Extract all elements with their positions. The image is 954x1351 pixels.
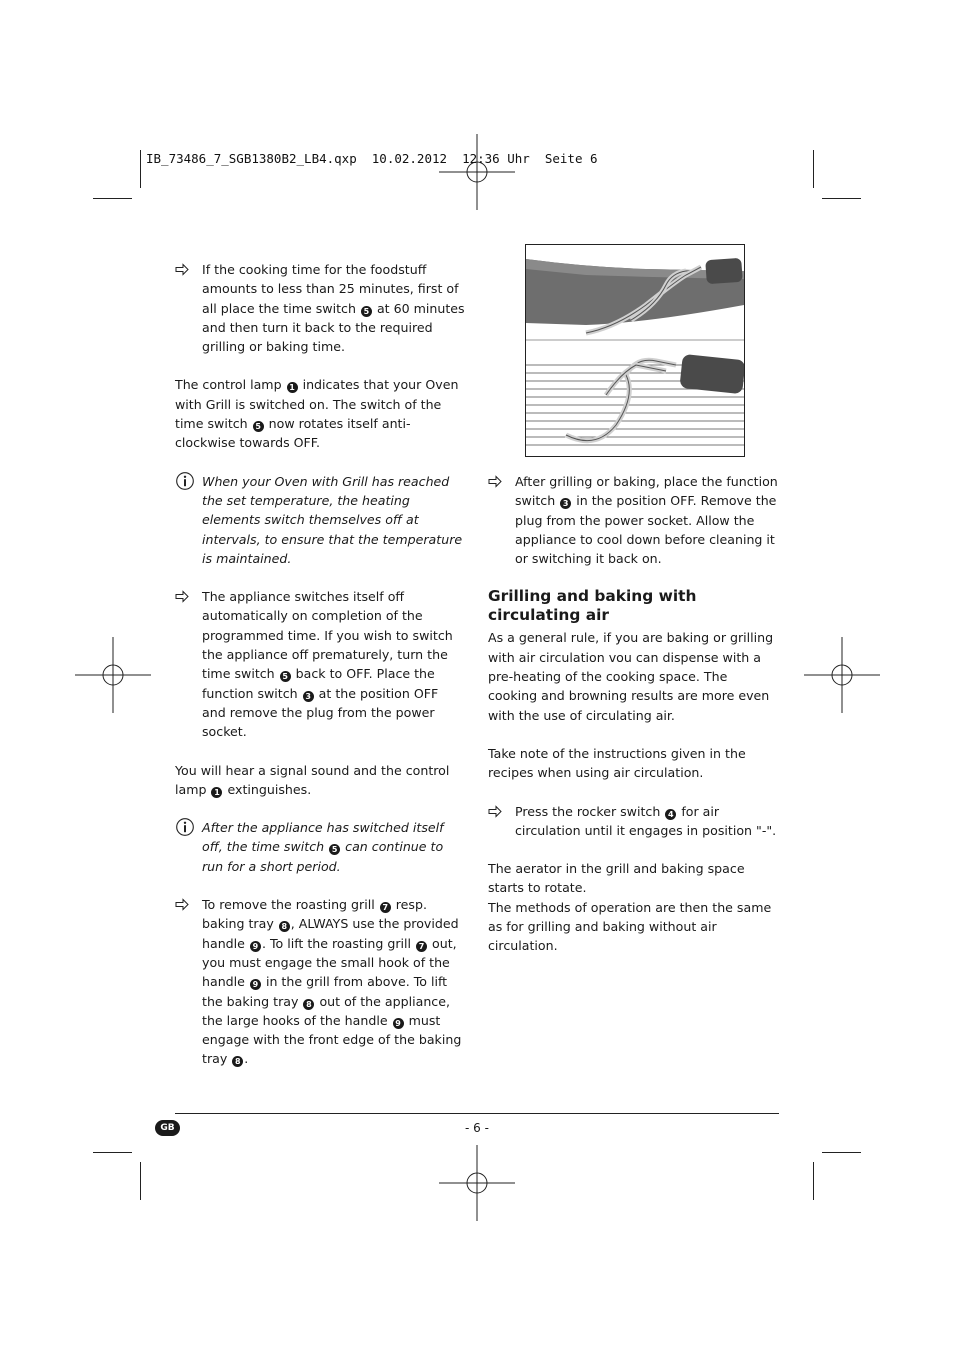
reference-number: 9 xyxy=(250,941,261,952)
instruction-item: Press the rocker switch 4 for air circulation until it engages in position "-". xyxy=(488,802,780,841)
page-number: - 6 - xyxy=(465,1121,489,1135)
paragraph: You will hear a signal sound and the control lamp 1 extinguishes. xyxy=(175,762,450,797)
footer-rule xyxy=(175,1113,779,1114)
registration-mark xyxy=(804,637,880,713)
section-heading: Grilling and baking with circulating air xyxy=(488,587,697,625)
reference-number: 4 xyxy=(665,809,676,820)
info-icon xyxy=(175,471,195,491)
arrow-right-icon xyxy=(175,260,191,279)
info-icon xyxy=(175,817,195,837)
left-column xyxy=(175,260,465,1069)
arrow-right-icon xyxy=(488,802,504,821)
crop-mark xyxy=(813,1162,814,1200)
reference-number: 1 xyxy=(287,382,298,393)
reference-number: 8 xyxy=(303,999,314,1010)
handle-illustration xyxy=(525,244,745,457)
language-badge: GB xyxy=(155,1120,180,1136)
reference-number: 8 xyxy=(279,921,290,932)
instruction-item: After grilling or baking, place the function switch 3 in the position OFF. Remove the plug from the power socket. Allow the appliance to cool down before cleaning it or switching it back on. xyxy=(488,472,780,568)
paragraph: The control lamp 1 indicates that your Oven with Grill is switched on. The switch of the time switch 5 now rotates itself anti-clockwise towards OFF. xyxy=(175,377,459,451)
reference-number: 8 xyxy=(232,1056,243,1067)
reference-number: 5 xyxy=(329,844,340,855)
arrow-right-icon xyxy=(488,472,504,491)
paragraph: The methods of operation are then the same as for grilling and baking without air circulation. xyxy=(488,899,772,954)
registration-mark xyxy=(439,134,515,210)
right-column xyxy=(488,472,780,956)
instruction-item: To remove the roasting grill 7 resp. baking tray 8 , ALWAYS use the provided handle 9 . To lift the roasting grill 7 out, you must engage the small hook of the handle 9 in the grill from above. To lift the baking tray 8 out of the appliance, the large hooks of the handle 9 must engage with the front edge of the baking tray 8 . xyxy=(175,895,465,1069)
reference-number: 1 xyxy=(211,787,222,798)
crop-mark xyxy=(813,150,814,188)
reference-number: 9 xyxy=(250,979,261,990)
paragraph: Take note of the instructions given in the recipes when using air circulation. xyxy=(488,745,746,781)
arrow-right-icon xyxy=(175,587,191,606)
crop-mark xyxy=(140,150,141,188)
crop-mark xyxy=(140,1162,141,1200)
crop-mark xyxy=(822,1152,861,1153)
reference-number: 5 xyxy=(253,421,264,432)
reference-number: 7 xyxy=(380,902,391,913)
crop-mark xyxy=(93,1152,132,1153)
grill-handle-drawing xyxy=(526,245,744,456)
instruction-item: The appliance switches itself off automatically on completion of the programmed time. If you wish to switch the appliance off prematurely, turn the time switch 5 back to OFF. Place the function switch 3 at the position OFF and remove the plug from the power socket. xyxy=(175,587,465,741)
print-slug: IB_73486_7_SGB1380B2_LB4.qxp 10.02.2012 12:36 Uhr Seite 6 xyxy=(146,151,598,166)
reference-number: 3 xyxy=(560,498,571,509)
paragraph: The aerator in the grill and baking space starts to rotate. xyxy=(488,861,745,896)
reference-number: 5 xyxy=(361,306,372,317)
note-item: After the appliance has switched itself off, the time switch 5 can continue to run for a short period. xyxy=(175,818,465,876)
reference-number: 9 xyxy=(393,1018,404,1029)
reference-number: 7 xyxy=(416,941,427,952)
crop-mark xyxy=(93,198,132,199)
note-item: When your Oven with Grill has reached the set temperature, the heating elements switch themselves off at intervals, to ensure that the temperature is maintained. xyxy=(175,472,465,568)
paragraph: As a general rule, if you are baking or grilling with air circulation vou can dispense with a pre-heating of the cooking space. The cooking and browning results are more even with the use of circulating air. xyxy=(488,630,774,723)
registration-mark xyxy=(439,1145,515,1221)
reference-number: 5 xyxy=(280,671,291,682)
registration-mark xyxy=(75,637,151,713)
crop-mark xyxy=(822,198,861,199)
arrow-right-icon xyxy=(175,895,191,914)
reference-number: 3 xyxy=(303,691,314,702)
instruction-item: If the cooking time for the foodstuff amounts to less than 25 minutes, first of all place the time switch 5 at 60 minutes and then turn it back to the required grilling or baking time. xyxy=(175,260,465,356)
